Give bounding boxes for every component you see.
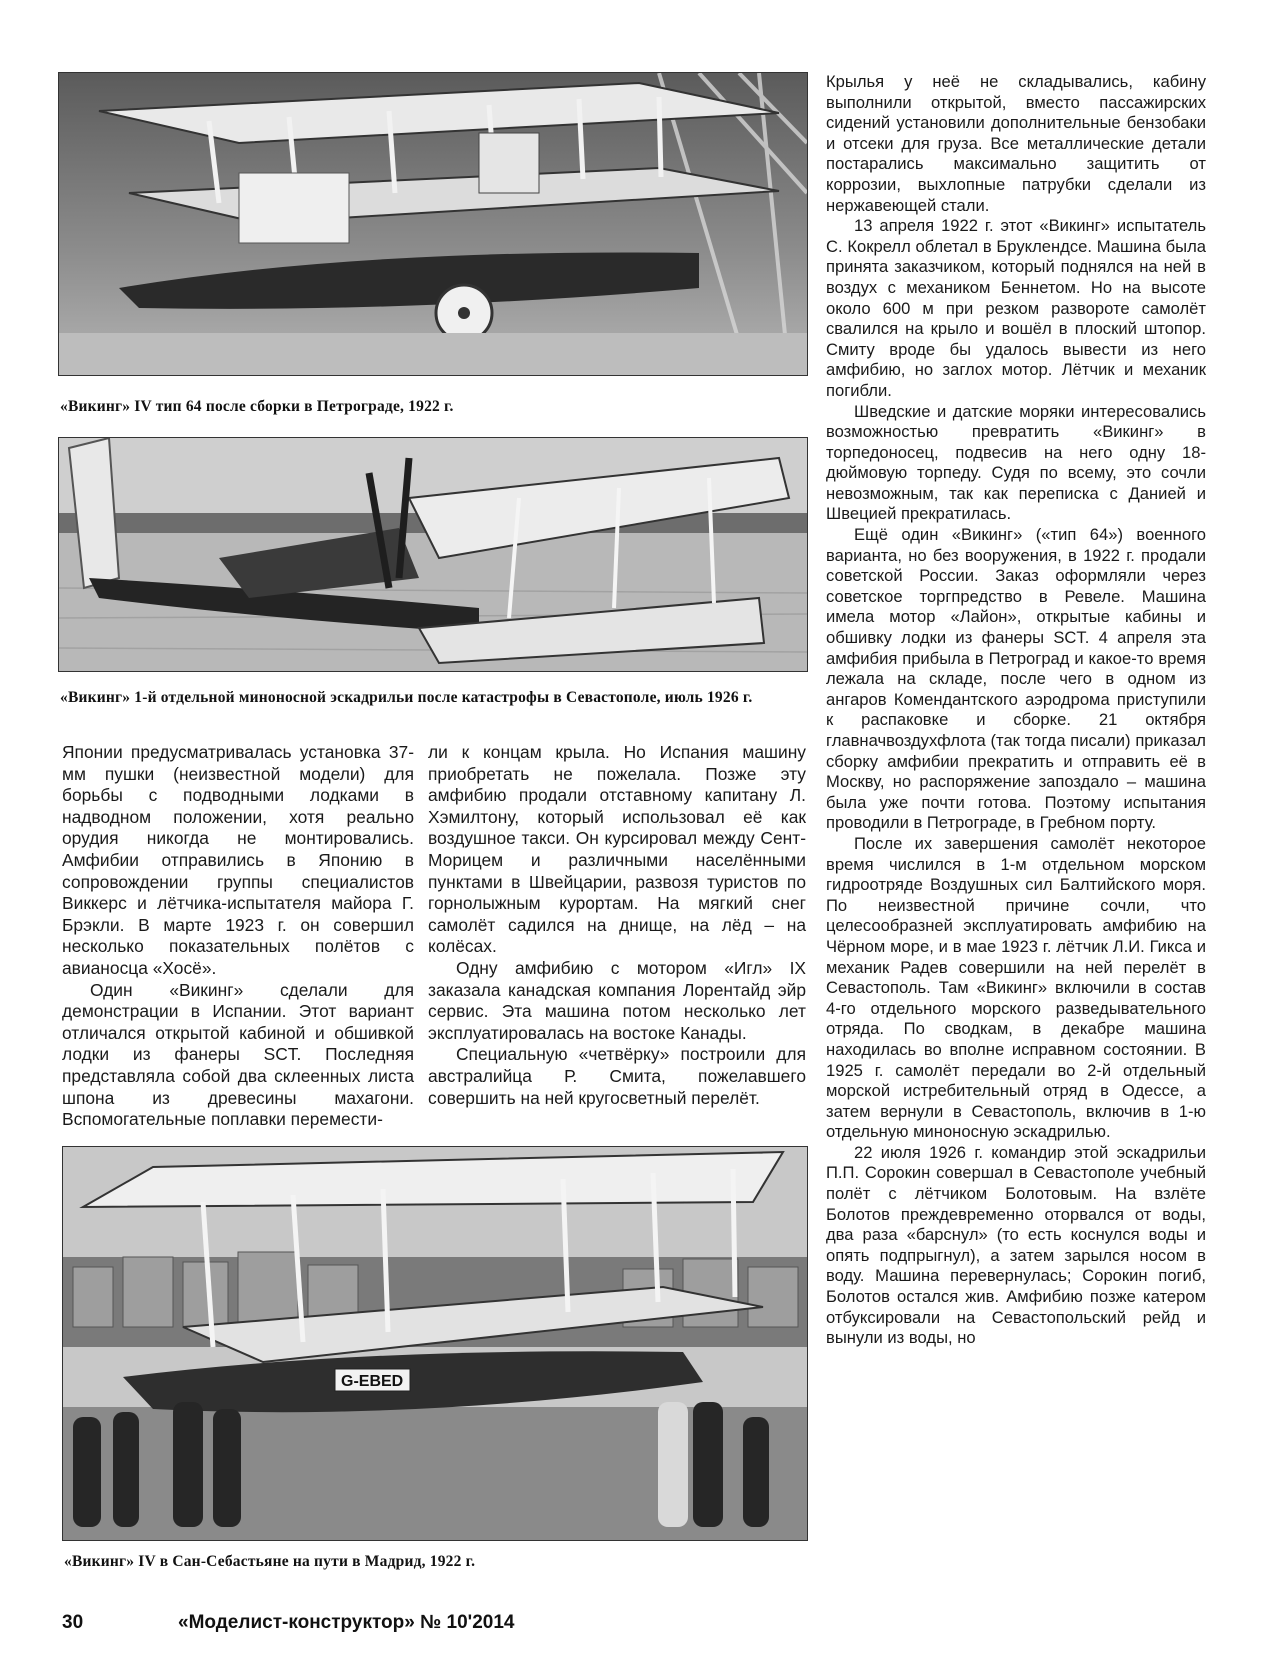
paragraph: Шведские и датские моряки интересовались возможностью превратить «Викинг» в торпедоносец, подвесив на него одну 18-дюймовую торпеду. Судя по всему, это сочли невозможным, так как переписка с Данией и Швецией прекратилась.	[826, 401, 1206, 524]
page-number: 30	[62, 1612, 84, 1633]
photo-viking-san-sebastian	[62, 1146, 808, 1541]
paragraph: Один «Викинг» сделали для демонстрации в Испании. Этот вариант отличался открытой кабиной и обшивкой лодки из фанеры SCT. Последняя представляла собой два склеенных листа шпона из древесины махагони. Вспомогательные поплавки перемести-	[62, 979, 414, 1130]
paragraph: Одну амфибию с мотором «Игл» IX заказала канадская компания Лорентайд эйр сервис. Эта машина потом несколько лет эксплуатировалась на востоке Канады.	[428, 957, 806, 1043]
photo-viking-hangar	[58, 72, 808, 376]
paragraph: Крылья у неё не складывались, кабину выполнили открытой, вместо пассажирских сидений установили дополнительные бензобаки и отсеки для груза. Все металлические детали постарались максимально защитить от коррозии, выхлопные патрубки сделали из нержавеющей стали.	[826, 72, 1206, 215]
paragraph: Ещё один «Викинг» («тип 64») военного варианта, но без вооружения, в 1922 г. продали советской России. Заказ оформляли через советское торгпредство в Ревеле. Машина имела мотор «Лайон», открытые кабины и обшивку лодки из фанеры SCT. 4 апреля эта амфибия прибыла в Петроград и какое-то время лежала на складе, после чего в одном из ангаров Комендантского аэродрома приступили к распаковке и сборке. 21 октября главначвоздухфлота (так тогда писали) приказал сборку амфибии прекратить и отправить её в Москву, но распоряжение запоздало – машина была уже почти готова. Поэтому испытания проводили в Петрограде, в Гребном порту.	[826, 525, 1206, 833]
paragraph: 22 июля 1926 г. командир этой эскадрильи П.П. Сорокин совершал в Севастополе учебный полёт с лётчиком Болотовым. На взлёте Болотов преждевременно оторвался от воды, два раза «барснул» (то есть коснулся воды и опять подпрыгнул), а затем зарылся носом в воду. Машина перевернулась; Сорокин погиб, Болотов остался жив. Амфибию позже катером отбуксировали на Севастопольский рейд и вынули из воды, но	[826, 1142, 1206, 1348]
text-column-right	[826, 72, 1206, 1349]
paragraph: После их завершения самолёт некоторое время числился в 1-м отдельном морском гидроотряде Воздушных сил Балтийского моря. По неизвестной причине сочли, что целесообразней эксплуатировать амфибию на Чёрном море, и в мае 1923 г. лётчик Л.И. Гикса и механик Радев совершили на ней перелёт в Севастополь. Там «Викинг» включили в состав 4-го отдельного морского разведывательного отряда. По сводкам, в декабре машина находилась во вполне исправном состоянии. В 1925 г. самолёт передали во 2-й отдельный морской истребительный отряд в Одессе, а затем вернули в Севастополь, включив в 1-ю отдельную миноносную эскадрилью.	[826, 833, 1206, 1142]
paragraph: ли к концам крыла. Но Испания машину приобретать не пожелала. Позже эту амфибию продали отставному капитану Л. Хэмилтону, который использовал её как воздушное такси. Он курсировал между Сент-Морицем и различными населёнными пунктами в Швейцарии, развозя туристов по горнолыжным курортам. На мягкий снег самолёт садился на днище, на лёд – на колёсах.	[428, 742, 806, 957]
registration-marking: G-EBED	[341, 1373, 404, 1390]
paragraph: Специальную «четвёрку» построили для австралийца Р. Смита, пожелавшего совершить на ней кругосветный перелёт.	[428, 1044, 806, 1108]
text-column-middle	[428, 742, 806, 1109]
photo-caption-3: «Викинг» IV в Сан-Себастьяне на пути в Мадрид, 1922 г.	[64, 1553, 476, 1570]
photo-caption-2: «Викинг» 1-й отдельной миноносной эскадрильи после катастрофы в Севастополе, июль 1926 г.	[60, 689, 753, 706]
photo-caption-1: «Викинг» IV тип 64 после сборки в Петрограде, 1922 г.	[60, 398, 454, 415]
paragraph: 13 апреля 1922 г. этот «Викинг» испытатель С. Кокрелл облетал в Бруклендсе. Машина была принята заказчиком, который поднялся на ней в воздух с механиком Беннетом. Но на высоте около 600 м при резком развороте самолёт свалился на крыло и вошёл в плоский штопор. Смиту вроде бы удалось вывести из него амфибию, но заглох мотор. Лётчик и механик погибли.	[826, 216, 1206, 400]
text-column-left	[62, 742, 414, 1131]
photo-viking-wreck	[58, 437, 808, 672]
paragraph: Японии предусматривалась установка 37-мм пушки (неизвестной модели) для борьбы с подводными лодками в надводном положении, хотя реально орудия никогда не монтировались. Амфибии отправились в Японию в сопровождении группы специалистов Виккерс и лётчика-испытателя майора Г. Брэкли. В марте 1923 г. он совершил несколько показательных полётов с авианосца «Хосё».	[62, 742, 414, 978]
magazine-title: «Моделист-конструктор» № 10'2014	[178, 1612, 515, 1633]
